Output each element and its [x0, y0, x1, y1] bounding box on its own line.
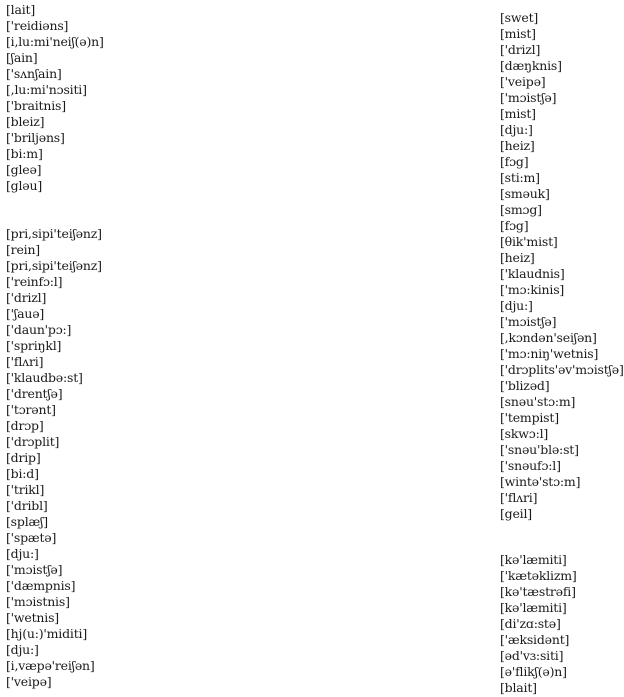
transcription-entry: [heiz]	[500, 250, 535, 265]
right-column-group-1	[500, 10, 624, 522]
transcription-entry: [drɔp]	[6, 418, 44, 433]
transcription-entry: [ə'flikʃ(ə)n]	[500, 664, 567, 679]
transcription-entry: [ʃain]	[6, 50, 38, 65]
transcription-entry: [gləu]	[6, 178, 43, 193]
transcription-entry: [mist]	[500, 106, 536, 121]
transcription-entry: ['mɔ:kinis]	[500, 282, 565, 297]
transcription-entry: ['mɔistʃə]	[500, 314, 557, 329]
transcription-entry: ['mɔistnis]	[6, 594, 70, 609]
transcription-entry: ['drizl]	[6, 290, 47, 305]
transcription-entry: [gleə]	[6, 162, 42, 177]
transcription-entry: ['sʌnʃain]	[6, 66, 62, 81]
transcription-entry: [heiz]	[500, 138, 535, 153]
transcription-entry: [wintə'stɔ:m]	[500, 474, 581, 489]
transcription-entry: [blait]	[500, 680, 537, 695]
transcription-entry: ['snəufɔ:l]	[500, 458, 561, 473]
transcription-entry: [θik'mist]	[500, 234, 558, 249]
transcription-entry: [dju:]	[500, 122, 533, 137]
transcription-entry: [geil]	[500, 506, 532, 521]
transcription-entry: [sti:m]	[500, 170, 540, 185]
transcription-entry: ['mɔ:niŋ'wetnis]	[500, 346, 599, 361]
transcription-entry: [snəu'stɔ:m]	[500, 394, 576, 409]
transcription-entry: ['drɔplits'əv'mɔistʃə]	[500, 362, 624, 377]
transcription-entry: ['ʃauə]	[6, 306, 45, 321]
transcription-entry: ['klaudbə:st]	[6, 370, 83, 385]
transcription-entry: [bleiz]	[6, 114, 45, 129]
transcription-entry: ['kætəklizm]	[500, 568, 577, 583]
transcription-entry: [i,lu:mi'neiʃ(ə)n]	[6, 34, 104, 49]
transcription-entry: [splæʃ]	[6, 514, 48, 529]
transcription-entry: ['dæmpnis]	[6, 578, 76, 593]
transcription-entry: ['klaudnis]	[500, 266, 565, 281]
transcription-entry: [dju:]	[6, 546, 39, 561]
right-column-group-2	[500, 552, 577, 696]
transcription-entry: [swet]	[500, 10, 539, 25]
transcription-entry: ['spætə]	[6, 530, 57, 545]
transcription-entry: ['mɔistʃə]	[500, 90, 557, 105]
transcription-entry: ['wetnis]	[6, 610, 59, 625]
transcription-entry: ['tempist]	[500, 410, 559, 425]
transcription-entry: [kə'læmiti]	[500, 552, 567, 567]
transcription-entry: ['blizəd]	[500, 378, 550, 393]
transcription-entry: [kə'tæstrəfi]	[500, 584, 576, 599]
transcription-entry: ['flʌri]	[6, 354, 44, 369]
transcription-entry: [pri,sipi'teiʃənz]	[6, 226, 102, 241]
transcription-entry: ['spriŋkl]	[6, 338, 62, 353]
transcription-entry: [pri,sipi'teiʃənz]	[6, 258, 102, 273]
transcription-entry: [hj(u:)'miditi]	[6, 626, 88, 641]
transcription-entry: ['drizl]	[500, 42, 541, 57]
transcription-entry: [drip]	[6, 450, 41, 465]
left-column-group-1	[6, 2, 104, 194]
transcription-entry: ['tɔrənt]	[6, 402, 56, 417]
transcription-entry: [əd'vɜ:siti]	[500, 648, 564, 663]
transcription-entry: ['flʌri]	[500, 490, 538, 505]
transcription-entry: [rein]	[6, 242, 40, 257]
transcription-entry: [lait]	[6, 2, 36, 17]
transcription-entry: ['trikl]	[6, 482, 45, 497]
transcription-entry: [dju:]	[500, 298, 533, 313]
transcription-entry: [,lu:mi'nɔsiti]	[6, 82, 87, 97]
transcription-entry: ['mɔistʃə]	[6, 562, 63, 577]
transcription-entry: ['reidiəns]	[6, 18, 69, 33]
transcription-entry: ['snəu'blə:st]	[500, 442, 579, 457]
transcription-entry: ['veipə]	[6, 674, 52, 689]
transcription-entry: [bi:m]	[6, 146, 43, 161]
transcription-entry: ['briljəns]	[6, 130, 65, 145]
transcription-entry: ['dribl]	[6, 498, 48, 513]
transcription-entry: ['daun'pɔ:]	[6, 322, 72, 337]
transcription-entry: ['æksidənt]	[500, 632, 570, 647]
transcription-entry: ['braitnis]	[6, 98, 66, 113]
transcription-entry: [dæŋknis]	[500, 58, 562, 73]
transcription-entry: [i,væpə'reiʃən]	[6, 658, 95, 673]
transcription-entry: [bi:d]	[6, 466, 39, 481]
transcription-entry: [fɔg]	[500, 218, 529, 233]
transcription-entry: [,kɔndən'seiʃən]	[500, 330, 597, 345]
transcription-entry: [mist]	[500, 26, 536, 41]
transcription-entry: ['reinfɔ:l]	[6, 274, 63, 289]
transcription-entry: [fɔg]	[500, 154, 529, 169]
transcription-entry: [kə'læmiti]	[500, 600, 567, 615]
left-column-group-2	[6, 226, 102, 690]
transcription-entry: [skwɔ:l]	[500, 426, 549, 441]
transcription-entry: [smɔg]	[500, 202, 542, 217]
transcription-entry: ['veipə]	[500, 74, 546, 89]
transcription-entry: ['drɔplit]	[6, 434, 60, 449]
transcription-entry: [dju:]	[6, 642, 39, 657]
transcription-entry: [di'zɑ:stə]	[500, 616, 561, 631]
transcription-entry: ['drentʃə]	[6, 386, 63, 401]
transcription-entry: [sməuk]	[500, 186, 550, 201]
